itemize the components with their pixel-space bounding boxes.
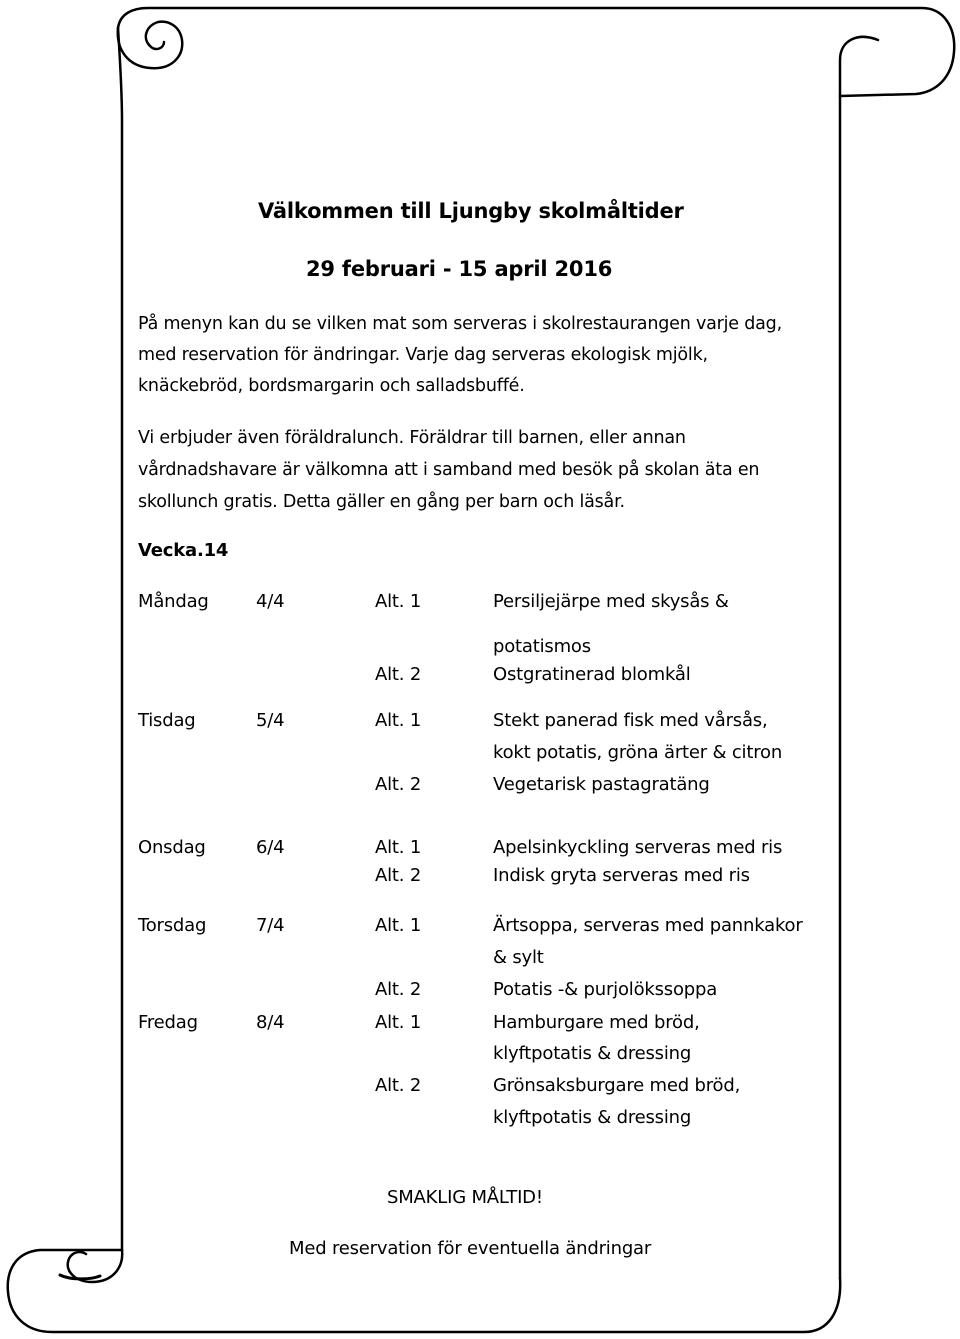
- page-title: Välkommen till Ljungby skolmåltider: [258, 199, 684, 223]
- day-name: Tisdag: [138, 710, 196, 731]
- alt-label: Alt. 2: [375, 1075, 422, 1096]
- scroll-left-edge: [118, 28, 122, 1250]
- intro-line: Vi erbjuder även föräldralunch. Föräldrar till barnen, eller annan: [138, 428, 686, 448]
- closing-greeting: SMAKLIG MÅLTID!: [387, 1187, 543, 1208]
- dish-line: & sylt: [493, 947, 544, 968]
- dish-line: Apelsinkyckling serveras med ris: [493, 837, 783, 858]
- day-date: 6/4: [256, 837, 285, 858]
- dish-line: Ostgratinerad blomkål: [493, 664, 691, 685]
- dish-line: Persiljejärpe med skysås &: [493, 591, 729, 612]
- alt-label: Alt. 1: [375, 710, 422, 731]
- alt-label: Alt. 2: [375, 664, 422, 685]
- day-date: 4/4: [256, 591, 285, 612]
- alt-label: Alt. 2: [375, 774, 422, 795]
- dish-line: Ärtsoppa, serveras med pannkakor: [493, 915, 803, 936]
- dish-line: Indisk gryta serveras med ris: [493, 865, 750, 886]
- scroll-bottom-roll: [8, 1250, 840, 1332]
- intro-line: vårdnadshavare är välkomna att i samband med besök på skolan äta en: [138, 460, 760, 480]
- date-range: 29 februari - 15 april 2016: [306, 257, 613, 281]
- dish-line: Potatis -& purjolökssoppa: [493, 979, 718, 1000]
- day-name: Onsdag: [138, 837, 206, 858]
- dish-line: Hamburgare med bröd,: [493, 1012, 700, 1033]
- alt-label: Alt. 1: [375, 591, 422, 612]
- intro-line: På menyn kan du se vilken mat som serveras i skolrestaurangen varje dag,: [138, 314, 782, 334]
- dish-line: Stekt panerad fisk med vårsås,: [493, 710, 768, 731]
- dish-line: potatismos: [493, 636, 591, 657]
- scroll-top-roll: [118, 8, 954, 96]
- day-name: Måndag: [138, 591, 209, 612]
- alt-label: Alt. 2: [375, 865, 422, 886]
- intro-line: med reservation för ändringar. Varje dag serveras ekologisk mjölk,: [138, 345, 708, 365]
- day-date: 5/4: [256, 710, 285, 731]
- intro-line: skollunch gratis. Detta gäller en gång per barn och läsår.: [138, 492, 625, 512]
- intro-line: knäckebröd, bordsmargarin och salladsbuffé.: [138, 376, 525, 396]
- dish-line: klyftpotatis & dressing: [493, 1043, 692, 1064]
- dish-line: Grönsaksburgare med bröd,: [493, 1075, 741, 1096]
- alt-label: Alt. 1: [375, 915, 422, 936]
- dish-line: klyftpotatis & dressing: [493, 1107, 692, 1128]
- reservation-note: Med reservation för eventuella ändringar: [289, 1238, 652, 1259]
- alt-label: Alt. 1: [375, 837, 422, 858]
- dish-line: Vegetarisk pastagratäng: [493, 774, 710, 795]
- alt-label: Alt. 1: [375, 1012, 422, 1033]
- week-label: Vecka.14: [138, 540, 229, 561]
- scroll-top-curl: [118, 22, 182, 69]
- alt-label: Alt. 2: [375, 979, 422, 1000]
- day-name: Fredag: [138, 1012, 198, 1033]
- day-date: 7/4: [256, 915, 285, 936]
- day-date: 8/4: [256, 1012, 285, 1033]
- dish-line: kokt potatis, gröna ärter & citron: [493, 742, 783, 763]
- day-name: Torsdag: [138, 915, 207, 936]
